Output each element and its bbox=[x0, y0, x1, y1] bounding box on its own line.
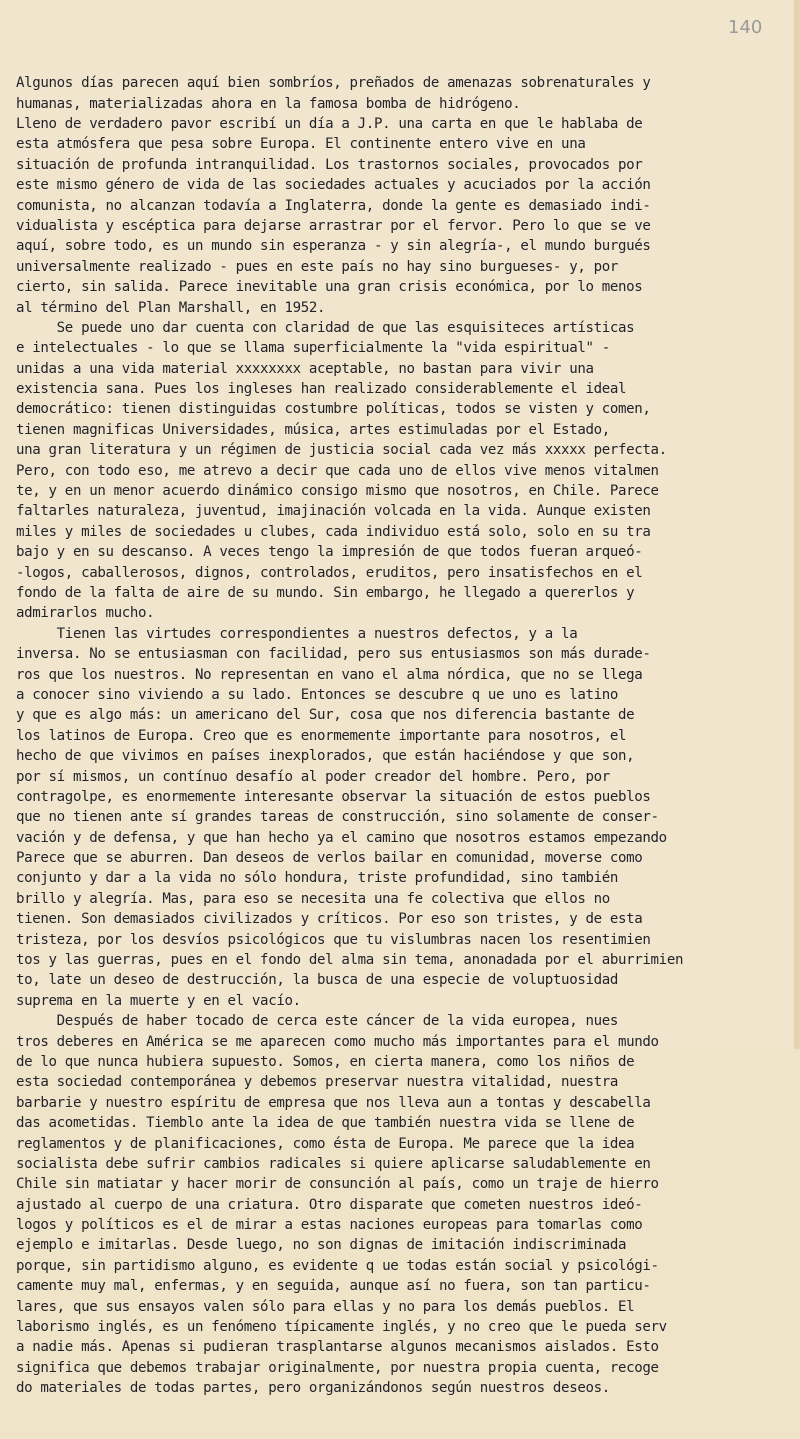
text-line: tos y las guerras, pues en el fondo del alma sin tema, anonadada por el aburrimien bbox=[16, 952, 684, 969]
text-line: suprema en la muerte y en el vacío. bbox=[16, 992, 301, 1009]
text-line: de lo que nunca hubiera supuesto. Somos, en cierta manera, como los niños de bbox=[16, 1053, 635, 1070]
text-line: Tienen las virtudes correspondientes a nuestros defectos, y a la bbox=[16, 625, 578, 642]
text-line: Lleno de verdadero pavor escribí un día a J.P. una carta en que le hablaba de bbox=[16, 116, 643, 132]
text-line: e intelectuales - lo que se llama superficialmente la "vida espiritual" - bbox=[16, 340, 610, 357]
text-line: a conocer sino viviendo a su lado. Entonces se descubre q ue uno es latino bbox=[16, 686, 619, 703]
text-line: socialista debe sufrir cambios radicales si quiere aplicarse saludablemente en bbox=[16, 1155, 651, 1172]
text-line: por sí mismos, un contínuo desafío al poder creador del hombre. Pero, por bbox=[16, 768, 610, 785]
text-line: do materiales de todas partes, pero organizándonos según nuestros deseos. bbox=[16, 1380, 610, 1397]
text-line: humanas, materializadas ahora en la famosa bomba de hidrógeno. bbox=[16, 95, 521, 112]
text-line: tristeza, por los desvíos psicológicos que tu vislumbras nacen los resentimien bbox=[16, 931, 651, 948]
text-line: ajustado al cuerpo de una criatura. Otro disparate que cometen nuestros ideó- bbox=[16, 1196, 643, 1213]
text-line: tros deberes en América se me aparecen como mucho más importantes para el mundo bbox=[16, 1033, 659, 1050]
text-line: reglamentos y de planificaciones, como ésta de Europa. Me parece que la idea bbox=[16, 1135, 635, 1152]
text-line: unidas a una vida material xxxxxxxx aceptable, no bastan para vivir una bbox=[16, 360, 594, 377]
text-line: hecho de que vivimos en países inexplorados, que están haciéndose y que son, bbox=[16, 748, 635, 765]
text-line: a nadie más. Apenas si pudieran trasplantarse algunos mecanismos aislados. Esto bbox=[16, 1339, 659, 1356]
text-line: Se puede uno dar cuenta con claridad de que las esquisiteces artísticas bbox=[16, 319, 635, 336]
text-line: Chile sin matiatar y hacer morir de consunción al país, como un traje de hierro bbox=[16, 1176, 659, 1193]
text-line: brillo y alegría. Mas, para eso se necesita una fe colectiva que ellos no bbox=[16, 890, 610, 907]
text-line: inversa. No se entusiasman con facilidad, pero sus entusiasmos son más durade- bbox=[16, 646, 651, 663]
text-line: democrático: tienen distinguidas costumbre políticas, todos se visten y comen, bbox=[16, 401, 651, 418]
text-line: tienen magnificas Universidades, música, artes estimuladas por el Estado, bbox=[16, 421, 610, 438]
text-line: ejemplo e imitarlas. Desde luego, no son dignas de imitación indiscriminada bbox=[16, 1237, 627, 1254]
text-line: to, late un deseo de destrucción, la busca de una especie de voluptuosidad bbox=[16, 972, 619, 989]
text-line: bajo y en su descanso. A veces tengo la impresión de que todos fueran arqueó- bbox=[16, 544, 643, 561]
text-line: que no tienen ante sí grandes tareas de construcción, sino solamente de conser- bbox=[16, 809, 659, 826]
text-line: admirarlos mucho. bbox=[16, 605, 155, 622]
text-line: conjunto y dar a la vida no sólo hondura, triste profundidad, sino también bbox=[16, 870, 619, 887]
text-line: comunista, no alcanzan todavía a Inglaterra, donde la gente es demasiado indi- bbox=[16, 197, 651, 214]
text-line: -logos, caballerosos, dignos, controlados, eruditos, pero insatisfechos en el bbox=[16, 564, 643, 581]
text-line: Algunos días parecen aquí bien sombríos, preñados de amenazas sobrenaturales y bbox=[16, 75, 651, 92]
text-line: Pero, con todo eso, me atrevo a decir que cada uno de ellos vive menos vitalmen bbox=[16, 462, 659, 479]
text-line: aquí, sobre todo, es un mundo sin esperanza - y sin alegría-, el mundo burgués bbox=[16, 238, 651, 255]
text-line: significa que debemos trabajar originalmente, por nuestra propia cuenta, recoge bbox=[16, 1359, 659, 1376]
text-line: tienen. Son demasiados civilizados y críticos. Por eso son tristes, y de esta bbox=[16, 911, 643, 928]
text-line: porque, sin partidismo alguno, es evidente q ue todas están social y psicológi- bbox=[16, 1257, 659, 1274]
text-line: y que es algo más: un americano del Sur, cosa que nos diferencia bastante de bbox=[16, 707, 635, 724]
text-line: vidualista y escéptica para dejarse arrastrar por el fervor. Pero lo que se ve bbox=[16, 217, 651, 234]
text-line: faltarles naturaleza, juventud, imajinación volcada en la vida. Aunque existen bbox=[16, 503, 651, 520]
text-line: esta atmósfera que pesa sobre Europa. El continente entero vive en una bbox=[16, 136, 586, 153]
text-line: camente muy mal, enfermas, y en seguida, aunque así no fuera, son tan particu- bbox=[16, 1278, 651, 1295]
text-line: das acometidas. Tiemblo ante la idea de que también nuestra vida se llene de bbox=[16, 1115, 635, 1132]
text-line: cierto, sin salida. Parece inevitable una gran crisis económica, por lo menos bbox=[16, 279, 643, 296]
text-line: contragolpe, es enormemente interesante observar la situación de estos pueblos bbox=[16, 788, 651, 805]
text-line: existencia sana. Pues los ingleses han realizado considerablemente el ideal bbox=[16, 381, 627, 398]
page-number: 140 bbox=[728, 17, 763, 38]
text-line: fondo de la falta de aire de su mundo. Sin embargo, he llegado a quererlos y bbox=[16, 584, 635, 601]
text-line: este mismo género de vida de las sociedades actuales y acuciados por la acción bbox=[16, 177, 651, 194]
text-line: logos y políticos es el de mirar a estas naciones europeas para tomarlas como bbox=[16, 1217, 643, 1234]
text-line: laborismo inglés, es un fenómeno típicamente inglés, y no creo que le pueda serv bbox=[16, 1319, 667, 1336]
text-line: barbarie y nuestro espíritu de empresa que nos lleva aun a tontas y descabella bbox=[16, 1094, 651, 1111]
text-line: vación y de defensa, y que han hecho ya el camino que nosotros estamos empezando bbox=[16, 829, 667, 846]
text-line: ros que los nuestros. No representan en vano el alma nórdica, que no se llega bbox=[16, 666, 643, 683]
text-line: al término del Plan Marshall, en 1952. bbox=[16, 299, 326, 316]
letter-body bbox=[16, 73, 782, 1398]
text-line: miles y miles de sociedades u clubes, cada individuo está solo, solo en su tra bbox=[16, 523, 651, 540]
text-line: esta sociedad contemporánea y debemos preservar nuestra vitalidad, nuestra bbox=[16, 1074, 619, 1091]
text-line: te, y en un menor acuerdo dinámico consigo mismo que nosotros, en Chile. Parece bbox=[16, 483, 659, 500]
text-line: lares, que sus ensayos valen sólo para ellas y no para los demás pueblos. El bbox=[16, 1298, 635, 1315]
text-line: los latinos de Europa. Creo que es enormemente importante para nosotros, el bbox=[16, 727, 627, 744]
text-line: una gran literatura y un régimen de justicia social cada vez más xxxxx perfecta. bbox=[16, 442, 667, 459]
text-line: Después de haber tocado de cerca este cáncer de la vida europea, nues bbox=[16, 1013, 619, 1030]
paper-edge bbox=[794, 0, 800, 1049]
text-line: situación de profunda intranquilidad. Los trastornos sociales, provocados por bbox=[16, 156, 643, 173]
text-line: universalmente realizado - pues en este país no hay sino burgueses- y, por bbox=[16, 258, 619, 275]
text-line: Parece que se aburren. Dan deseos de verlos bailar en comunidad, moverse como bbox=[16, 850, 643, 867]
